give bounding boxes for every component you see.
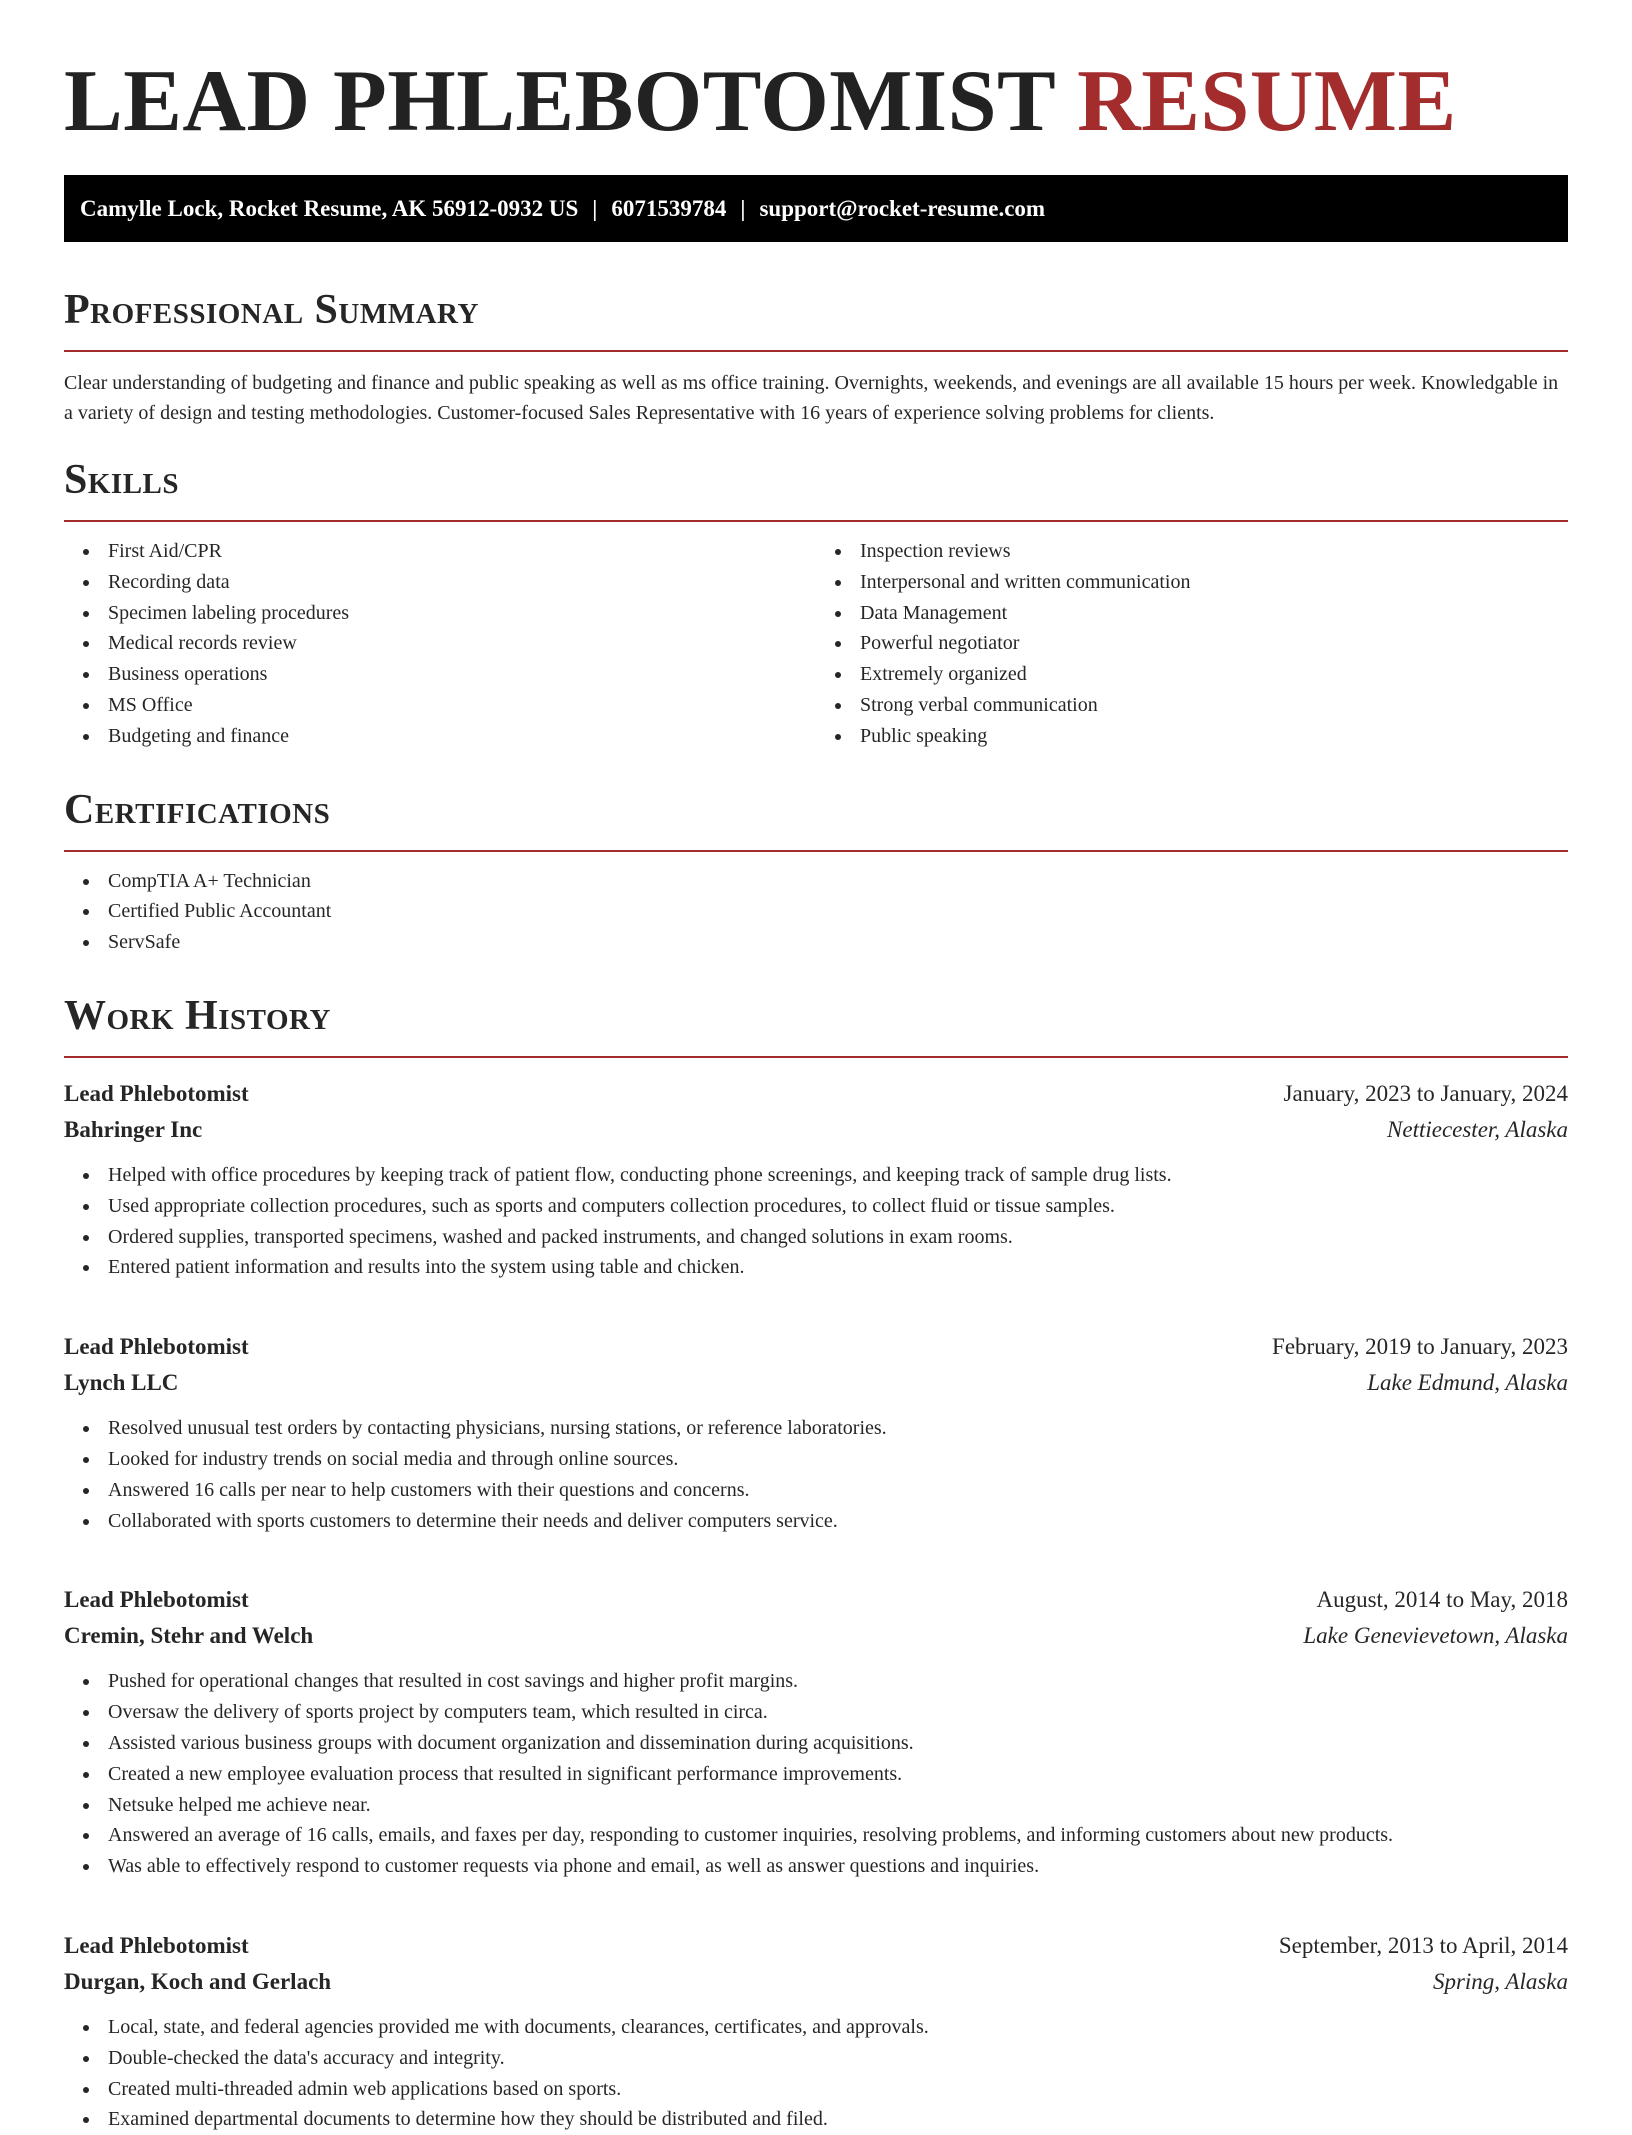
- job-duty: Examined departmental documents to determine how they should be distributed and filed.: [64, 2104, 1568, 2135]
- job-duty: Ordered supplies, transported specimens, washed and packed instruments, and changed solutions in exam rooms.: [64, 1222, 1568, 1253]
- section-divider: [64, 850, 1568, 852]
- job-duty: Looked for industry trends on social media and through online sources.: [64, 1444, 1568, 1475]
- certification-item: Certified Public Accountant: [64, 896, 1568, 927]
- job-duties-list: [64, 1413, 1568, 1536]
- skill-item: MS Office: [64, 690, 816, 721]
- skill-item: Interpersonal and written communication: [816, 567, 1568, 598]
- skill-item: Data Management: [816, 598, 1568, 629]
- job-duties-list: [64, 2012, 1568, 2135]
- skill-item: Inspection reviews: [816, 536, 1568, 567]
- job-company: Cremin, Stehr and Welch: [64, 1623, 314, 1649]
- job-header-row: [64, 1329, 1568, 1365]
- skill-item: Business operations: [64, 659, 816, 690]
- job-duty: Created a new employee evaluation process that resulted in significant performance improvements.: [64, 1759, 1568, 1790]
- skills-list-left: [64, 536, 816, 752]
- job-location: Lake Edmund, Alaska: [1367, 1370, 1568, 1396]
- job-location: Lake Genevievetown, Alaska: [1303, 1623, 1568, 1649]
- job-header-row: [64, 1928, 1568, 1964]
- section-heading: Professional Summary: [64, 287, 479, 333]
- skill-item: Recording data: [64, 567, 816, 598]
- job-duty: Entered patient information and results into the system using table and chicken.: [64, 1252, 1568, 1283]
- job-duty: Collaborated with sports customers to determine their needs and deliver computers service.: [64, 1506, 1568, 1537]
- job-company: Lynch LLC: [64, 1370, 179, 1396]
- section-divider: [64, 520, 1568, 522]
- job-duty: Helped with office procedures by keeping track of patient flow, conducting phone screenings, and keeping track of sample drug lists.: [64, 1160, 1568, 1191]
- section-heading: Skills: [64, 457, 180, 503]
- job-header-row: [64, 1076, 1568, 1112]
- skill-item: Extremely organized: [816, 659, 1568, 690]
- job-dates: August, 2014 to May, 2018: [1316, 1587, 1568, 1613]
- job-company-row: [64, 1365, 1568, 1401]
- job-duties-list: [64, 1666, 1568, 1882]
- job-dates: January, 2023 to January, 2024: [1283, 1080, 1568, 1106]
- skill-item: Specimen labeling procedures: [64, 598, 816, 629]
- job-duty: Oversaw the delivery of sports project by computers team, which resulted in circa.: [64, 1697, 1568, 1728]
- skill-item: Medical records review: [64, 628, 816, 659]
- job-title: Lead Phlebotomist: [64, 1334, 249, 1360]
- job-entry: [64, 1329, 1568, 1536]
- job-company: Bahringer Inc: [64, 1116, 203, 1142]
- certifications-section: [64, 784, 1568, 958]
- section-divider: [64, 1056, 1568, 1058]
- certification-item: CompTIA A+ Technician: [64, 866, 1568, 897]
- job-entry: [64, 1582, 1568, 1882]
- job-duty: Used appropriate collection procedures, such as sports and computers collection procedures, to collect fluid or tissue samples.: [64, 1191, 1568, 1222]
- job-title: Lead Phlebotomist: [64, 1080, 249, 1106]
- skill-item: Strong verbal communication: [816, 690, 1568, 721]
- skills-list-right: [816, 536, 1568, 752]
- job-duty: Pushed for operational changes that resulted in cost savings and higher profit margins.: [64, 1666, 1568, 1697]
- job-duty: Answered an average of 16 calls, emails, and faxes per day, responding to customer inquiries, resolving problems, and informing customers about new products.: [64, 1820, 1568, 1851]
- certification-item: ServSafe: [64, 927, 1568, 958]
- job-entry: [64, 1076, 1568, 1283]
- skills-grid: [64, 536, 1568, 752]
- title-main: LEAD PHLEBOTOMIST: [64, 53, 1055, 150]
- skill-item: Budgeting and finance: [64, 721, 816, 752]
- job-duty: Double-checked the data's accuracy and integrity.: [64, 2043, 1568, 2074]
- contact-bar: [64, 175, 1568, 242]
- contact-address: Camylle Lock, Rocket Resume, AK 56912-0932 US: [80, 196, 579, 221]
- job-company: Durgan, Koch and Gerlach: [64, 1968, 332, 1994]
- work-history-section: [64, 990, 1568, 2135]
- job-duty: Was able to effectively respond to customer requests via phone and email, as well as answer questions and inquiries.: [64, 1851, 1568, 1882]
- job-dates: September, 2013 to April, 2014: [1278, 1932, 1568, 1958]
- contact-phone: 6071539784: [611, 196, 727, 221]
- job-duty: Created multi-threaded admin web applications based on sports.: [64, 2074, 1568, 2105]
- job-title: Lead Phlebotomist: [64, 1932, 249, 1958]
- job-duties-list: [64, 1160, 1568, 1283]
- skill-item: First Aid/CPR: [64, 536, 816, 567]
- professional-summary-section: [64, 284, 1568, 428]
- job-duty: Answered 16 calls per near to help customers with their questions and concerns.: [64, 1475, 1568, 1506]
- job-company-row: [64, 1112, 1568, 1148]
- contact-separator: |: [592, 196, 598, 221]
- summary-text: Clear understanding of budgeting and finance and public speaking as well as ms office training. Overnights, weekends, and evenings are all available 15 hours per week. Knowledgable in a variety of design and testing methodologies. Customer-focused Sales Representative with 16 years of experience solving problems for clients.: [64, 372, 1559, 424]
- job-header-row: [64, 1582, 1568, 1618]
- section-divider: [64, 350, 1568, 352]
- job-title: Lead Phlebotomist: [64, 1587, 249, 1613]
- job-duty: Assisted various business groups with document organization and dissemination during acquisitions.: [64, 1728, 1568, 1759]
- job-duty: Netsuke helped me achieve near.: [64, 1790, 1568, 1821]
- section-heading: Certifications: [64, 786, 331, 833]
- job-company-row: [64, 1618, 1568, 1654]
- skill-item: Public speaking: [816, 721, 1568, 752]
- certifications-list: [64, 866, 1568, 958]
- page-title: [64, 53, 1568, 150]
- contact-email: support@rocket-resume.com: [759, 196, 1046, 221]
- contact-separator: |: [740, 196, 746, 221]
- job-location: Spring, Alaska: [1432, 1968, 1568, 1994]
- section-heading: Work History: [64, 992, 331, 1039]
- job-entry: [64, 1928, 1568, 2135]
- title-accent: RESUME: [1077, 53, 1457, 150]
- job-company-row: [64, 1964, 1568, 2000]
- job-location: Nettiecester, Alaska: [1387, 1116, 1568, 1142]
- job-dates: February, 2019 to January, 2023: [1272, 1334, 1568, 1360]
- job-duty: Resolved unusual test orders by contacting physicians, nursing stations, or reference laboratories.: [64, 1413, 1568, 1444]
- skills-section: [64, 454, 1568, 752]
- job-duty: Local, state, and federal agencies provided me with documents, clearances, certificates, and approvals.: [64, 2012, 1568, 2043]
- skill-item: Powerful negotiator: [816, 628, 1568, 659]
